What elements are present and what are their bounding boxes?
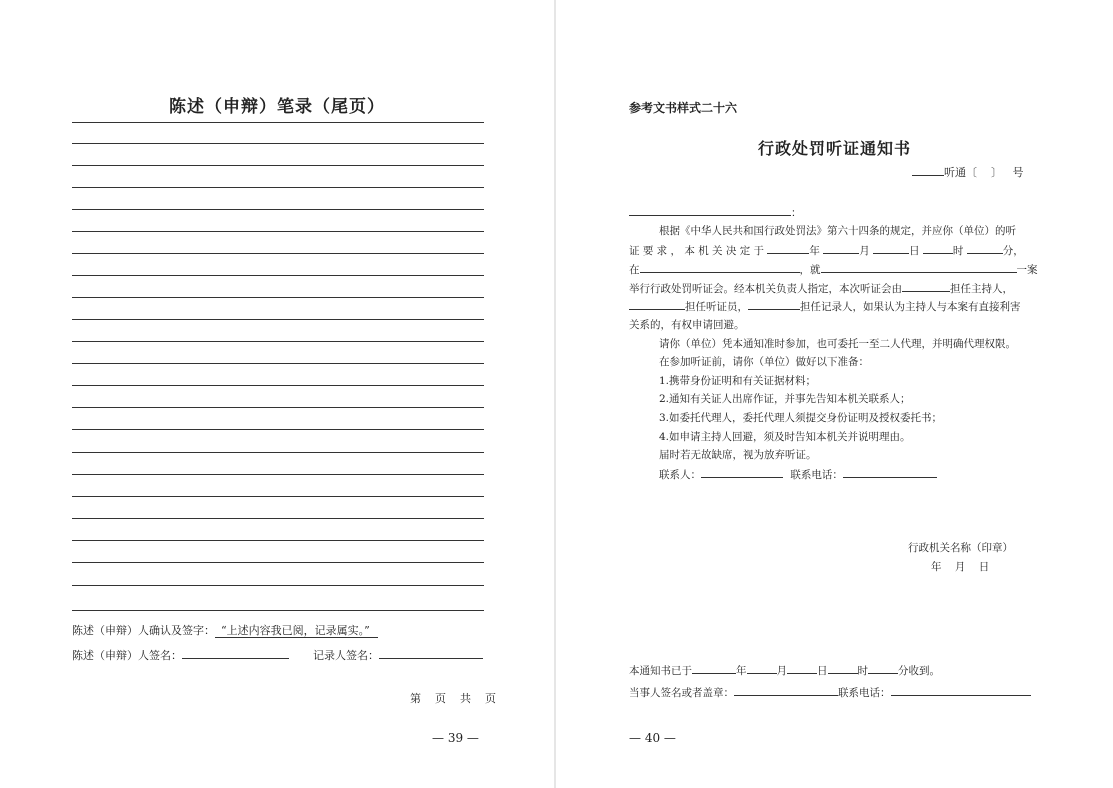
doc-prefix-field[interactable]	[912, 163, 944, 176]
receipt-day-label: 日	[817, 665, 828, 677]
ruled-line	[72, 610, 484, 611]
doc-number-suffix: 〕 号	[991, 166, 1024, 179]
ruled-line	[72, 209, 484, 210]
list-item: 4.如申请主持人回避，须及时告知本机关并说明理由。	[659, 431, 911, 443]
addressee-field[interactable]	[629, 203, 791, 216]
recorder-sign-field[interactable]	[379, 646, 483, 659]
decision-text: 证 要 求 ， 本 机 关 决 定 于	[629, 245, 765, 257]
case-suffix: 一案	[1016, 264, 1038, 276]
hearing-hour-field[interactable]	[923, 241, 953, 254]
ruled-line	[72, 253, 484, 254]
receipt-month-field[interactable]	[747, 661, 777, 674]
para1-line6: 关系的，有权申请回避。	[629, 319, 745, 331]
hearing-location-field[interactable]	[640, 260, 800, 273]
para1-line3	[629, 260, 1038, 280]
party-phone-label: 联系电话：	[838, 687, 891, 699]
day-label: 日	[909, 245, 920, 257]
phone-label: 联系电话：	[790, 469, 843, 481]
hour-label: 时	[952, 245, 964, 257]
hearing-day-field[interactable]	[873, 241, 909, 254]
ruled-line	[72, 319, 484, 320]
page-count: 第 页 共 页	[410, 692, 496, 705]
ruled-line	[72, 562, 484, 563]
page-number: — 40 —	[629, 731, 676, 745]
para3: 在参加听证前，请你（单位）做好以下准备：	[659, 356, 869, 368]
sign-row	[72, 646, 289, 663]
hearing-officer-label: 担任听证员，	[685, 301, 748, 313]
contact-row	[659, 465, 937, 485]
hearing-month-field[interactable]	[823, 241, 859, 254]
ruled-line	[72, 275, 484, 276]
left-page	[0, 0, 554, 788]
receipt-hour-field[interactable]	[828, 661, 858, 674]
ruled-line	[72, 231, 484, 232]
ruled-line	[72, 540, 484, 541]
receipt-hour-label: 时	[857, 665, 868, 677]
party-sign-row	[629, 683, 1031, 703]
case-name-field[interactable]	[821, 260, 1017, 273]
ruled-line	[72, 122, 484, 123]
para1-line5	[629, 297, 1021, 317]
receipt-day-field[interactable]	[787, 661, 817, 674]
receipt-minute-label: 分收到。	[898, 665, 940, 677]
doc-number	[912, 163, 1024, 180]
para4: 届时若无故缺席，视为放弃听证。	[659, 449, 817, 461]
recorder-label: 担任记录人，如果认为主持人与本案有直接利害	[800, 301, 1021, 313]
receipt-year-label: 年	[736, 665, 747, 677]
notice-title: 行政处罚听证通知书	[757, 139, 911, 158]
host-intro: 举行行政处罚听证会。经本机关负责人指定，本次听证会由	[629, 283, 902, 295]
receipt-minute-field[interactable]	[868, 661, 898, 674]
doc-number-prefix: 听通〔	[944, 166, 977, 179]
list-item: 1.携带身份证明和有关证据材料；	[659, 375, 817, 387]
org-label: 行政机关名称（印章）	[908, 542, 1013, 554]
para1-line1: 根据《中华人民共和国行政处罚法》第六十四条的规定，并应你（单位）的听	[659, 225, 1016, 237]
receipt-label: 本通知书已于	[629, 665, 692, 677]
ruled-line	[72, 143, 484, 144]
list-item: 3.如委托代理人，委托代理人须提交身份证明及授权委托书；	[659, 412, 943, 424]
contact-label: 联系人：	[659, 469, 701, 481]
hearing-minute-field[interactable]	[967, 241, 1003, 254]
confirm-row	[72, 622, 378, 638]
ruled-line	[72, 187, 484, 188]
hearing-officer-field[interactable]	[629, 297, 685, 310]
host-label: 担任主持人，	[950, 283, 1013, 295]
ruled-line	[72, 429, 484, 430]
para2: 请你（单位）凭本通知准时参加，也可委托一至二人代理，并明确代理权限。	[659, 338, 1016, 350]
ruled-line	[72, 407, 484, 408]
para1-line4	[629, 279, 1013, 299]
month-label: 月	[859, 245, 870, 257]
receipt-month-label: 月	[776, 665, 787, 677]
case-label: ，就	[799, 264, 821, 276]
year-label: 年	[809, 245, 820, 257]
recorder-label: 记录人签名：	[313, 649, 379, 662]
date-label: 年 月 日	[931, 561, 990, 573]
confirm-label: 陈述（申辩）人确认及签字：	[72, 624, 215, 637]
ruled-line	[72, 496, 484, 497]
ruled-line	[72, 452, 484, 453]
recorder-row	[313, 646, 483, 663]
style-reference: 参考文书样式二十六	[629, 101, 738, 115]
right-page	[556, 0, 1113, 788]
list-item: 2.通知有关证人出席作证，并事先告知本机关联系人；	[659, 393, 911, 405]
ruled-line	[72, 474, 484, 475]
phone-field[interactable]	[843, 465, 937, 478]
party-sign-label: 当事人签名或者盖章：	[629, 687, 734, 699]
para1-line2	[629, 241, 1024, 261]
host-field[interactable]	[902, 279, 950, 292]
ruled-line	[72, 585, 484, 586]
confirm-text: “上述内容我已阅，记录属实。”	[215, 624, 378, 638]
receipt-row	[629, 661, 940, 681]
recorder-field[interactable]	[748, 297, 800, 310]
ruled-line	[72, 297, 484, 298]
minute-label: 分，	[1002, 245, 1024, 257]
ruled-line	[72, 165, 484, 166]
party-phone-field[interactable]	[891, 683, 1031, 696]
addressee-colon: ：	[791, 207, 802, 219]
sign-field[interactable]	[182, 646, 289, 659]
location-label: 在	[629, 264, 640, 276]
contact-field[interactable]	[701, 465, 783, 478]
hearing-year-field[interactable]	[767, 241, 809, 254]
ruled-line	[72, 518, 484, 519]
ruled-line	[72, 385, 484, 386]
page-title: 陈述（申辩）笔录（尾页）	[169, 97, 385, 117]
receipt-year-field[interactable]	[692, 661, 736, 674]
addressee-row	[629, 203, 802, 223]
ruled-line	[72, 363, 484, 364]
ruled-line	[72, 341, 484, 342]
sign-label: 陈述（申辩）人签名：	[72, 649, 182, 662]
page-number: — 39 —	[432, 731, 479, 745]
party-sign-field[interactable]	[734, 683, 838, 696]
